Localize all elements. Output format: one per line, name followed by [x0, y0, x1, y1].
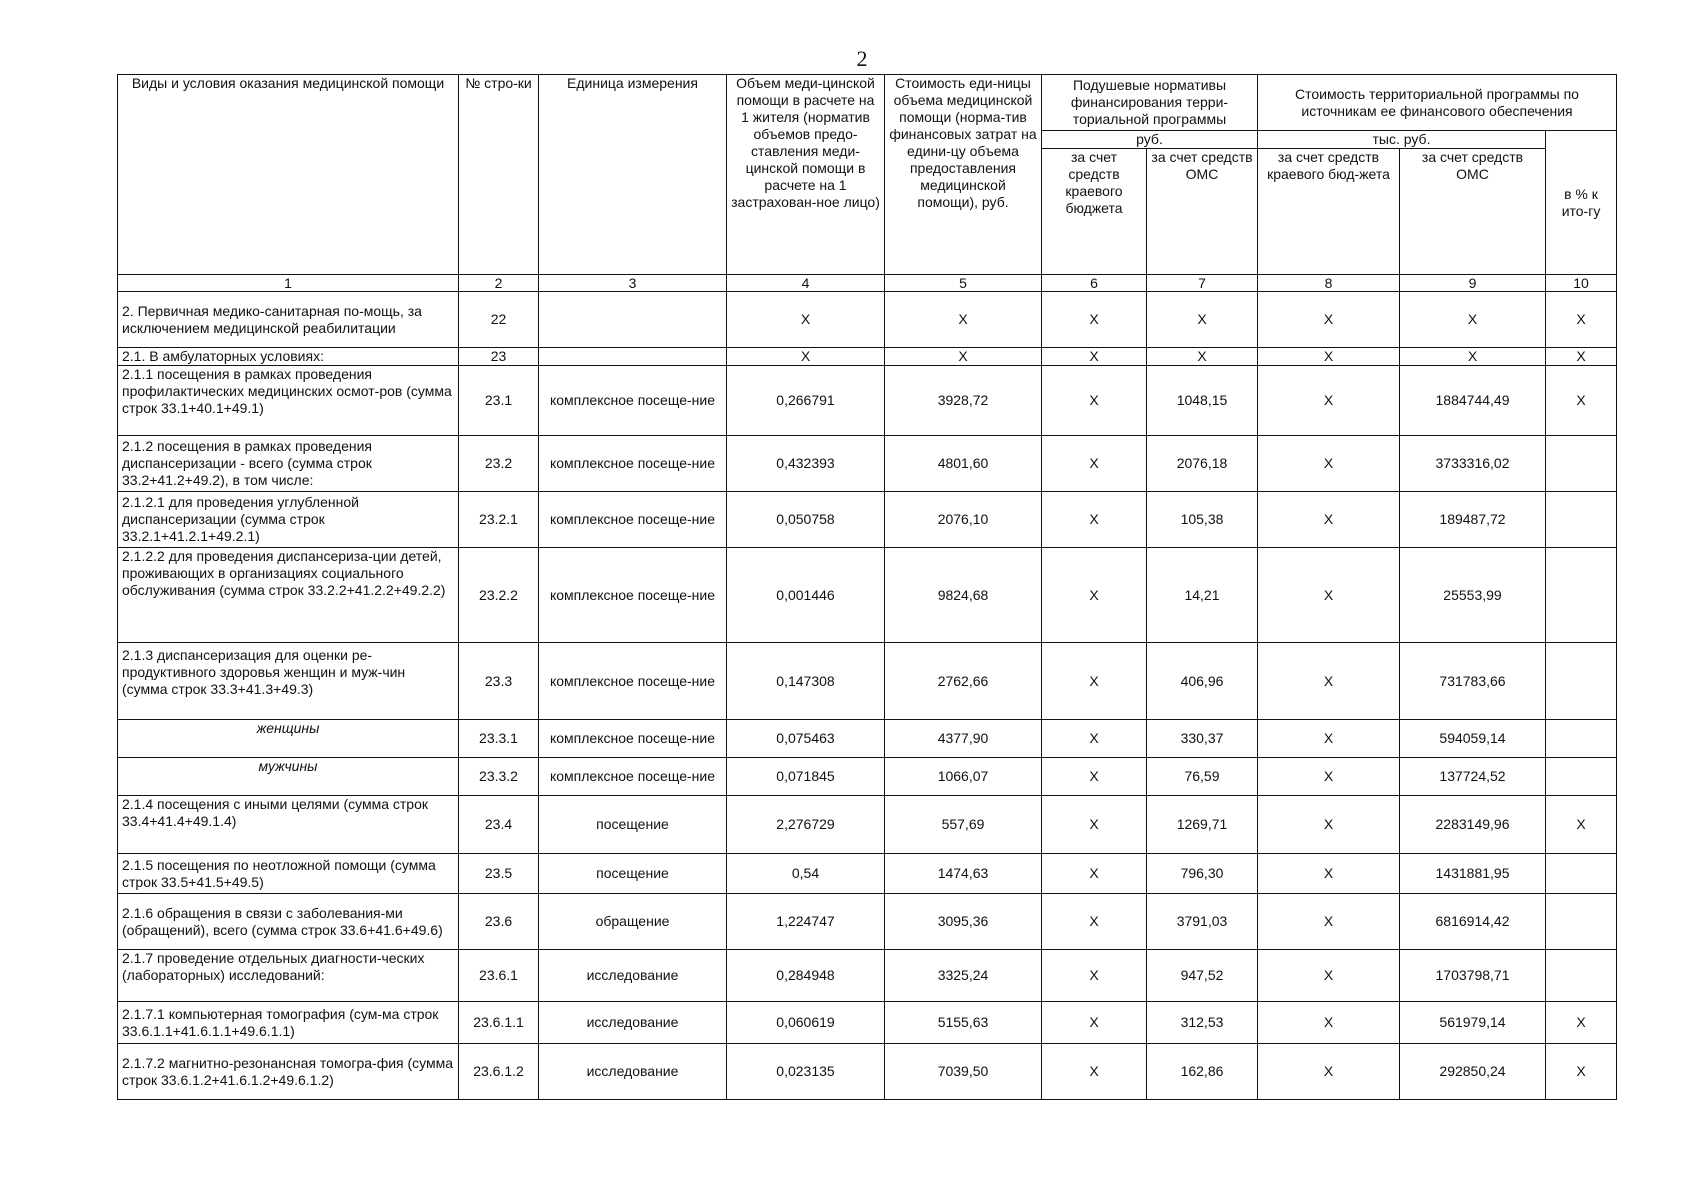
- table-row: [118, 854, 1617, 894]
- row-unit: комплексное посеще-ние: [539, 758, 727, 796]
- row-name: женщины: [118, 720, 459, 758]
- row-volume: X: [727, 292, 885, 348]
- column-number: 3: [539, 275, 727, 292]
- table-row: [118, 720, 1617, 758]
- row-cost: 9824,68: [885, 548, 1042, 643]
- row-oms-thousand: 292850,24: [1400, 1044, 1546, 1100]
- row-line: 23.6.1.2: [459, 1044, 539, 1100]
- row-percent: X: [1546, 366, 1617, 436]
- row-regional-thousand: X: [1258, 366, 1400, 436]
- row-oms-rub: 162,86: [1147, 1044, 1258, 1100]
- column-number: 10: [1546, 275, 1617, 292]
- row-regional-rub: X: [1042, 348, 1147, 366]
- table-row: [118, 643, 1617, 720]
- row-unit: комплексное посеще-ние: [539, 548, 727, 643]
- row-regional-rub: X: [1042, 796, 1147, 854]
- row-oms-thousand: 25553,99: [1400, 548, 1546, 643]
- row-oms-rub: 76,59: [1147, 758, 1258, 796]
- table-row: [118, 758, 1617, 796]
- row-oms-rub: 330,37: [1147, 720, 1258, 758]
- row-name: 2.1.7.1 компьютерная томография (сум-ма строк 33.6.1.1+41.6.1.1+49.6.1.1): [118, 1002, 459, 1044]
- row-volume: 0,071845: [727, 758, 885, 796]
- row-name: 2.1.4 посещения с иными целями (сумма строк 33.4+41.4+49.1.4): [118, 796, 459, 854]
- row-oms-thousand: 561979,14: [1400, 1002, 1546, 1044]
- table-row: [118, 548, 1617, 643]
- row-percent: [1546, 720, 1617, 758]
- row-regional-rub: X: [1042, 758, 1147, 796]
- row-name: 2.1.2.1 для проведения углубленной диспансеризации (сумма строк 33.2.1+41.2.1+49.2.1): [118, 492, 459, 548]
- row-percent: [1546, 436, 1617, 492]
- row-volume: 0,050758: [727, 492, 885, 548]
- row-cost: 1474,63: [885, 854, 1042, 894]
- table-row: [118, 894, 1617, 950]
- table-row: [118, 348, 1617, 366]
- header-percent-total: в % к ито-гу: [1546, 131, 1617, 275]
- row-percent: X: [1546, 292, 1617, 348]
- header-line-number: № стро-ки: [459, 75, 539, 275]
- row-cost: 4801,60: [885, 436, 1042, 492]
- row-unit: комплексное посеще-ние: [539, 643, 727, 720]
- row-oms-rub: 2076,18: [1147, 436, 1258, 492]
- page-number: 2: [856, 46, 868, 71]
- row-name: 2.1.5 посещения по неотложной помощи (сумма строк 33.5+41.5+49.5): [118, 854, 459, 894]
- row-unit: комплексное посеще-ние: [539, 366, 727, 436]
- row-oms-rub: 1269,71: [1147, 796, 1258, 854]
- row-regional-thousand: X: [1258, 854, 1400, 894]
- row-regional-rub: X: [1042, 894, 1147, 950]
- row-name: 2. Первичная медико-санитарная по-мощь, за исключением медицинской реабилитации: [118, 292, 459, 348]
- row-cost: 2762,66: [885, 643, 1042, 720]
- header-per-capita-normatives: Подушевые нормативы финансирования терри-ториальной программы: [1042, 75, 1258, 131]
- row-volume: 0,432393: [727, 436, 885, 492]
- row-cost: 1066,07: [885, 758, 1042, 796]
- header-unit-rub: руб.: [1042, 131, 1258, 149]
- row-name: 2.1.2.2 для проведения диспансериза-ции детей, проживающих в организациях социального обслуживания (сумма строк 33.2.2+41.2.2+49.2.2): [118, 548, 459, 643]
- row-line: 23.2.1: [459, 492, 539, 548]
- row-cost: X: [885, 348, 1042, 366]
- row-oms-thousand: 137724,52: [1400, 758, 1546, 796]
- row-unit: комплексное посеще-ние: [539, 720, 727, 758]
- row-unit: посещение: [539, 854, 727, 894]
- row-unit: обращение: [539, 894, 727, 950]
- row-percent: X: [1546, 348, 1617, 366]
- row-line: 23.6.1.1: [459, 1002, 539, 1044]
- row-volume: 0,284948: [727, 950, 885, 1002]
- row-unit: исследование: [539, 1002, 727, 1044]
- row-name: 2.1.3 диспансеризация для оценки ре-продуктивного здоровья женщин и муж-чин (сумма строк 33.3+41.3+49.3): [118, 643, 459, 720]
- row-volume: 1,224747: [727, 894, 885, 950]
- row-regional-thousand: X: [1258, 492, 1400, 548]
- column-number: 2: [459, 275, 539, 292]
- row-line: 23.2.2: [459, 548, 539, 643]
- row-oms-thousand: 1884744,49: [1400, 366, 1546, 436]
- table-row: [118, 292, 1617, 348]
- row-oms-thousand: 6816914,42: [1400, 894, 1546, 950]
- row-line: 23.6.1: [459, 950, 539, 1002]
- row-volume: 0,147308: [727, 643, 885, 720]
- row-cost: 3928,72: [885, 366, 1042, 436]
- header-oms-rub: за счет средств ОМС: [1147, 149, 1258, 275]
- row-percent: [1546, 854, 1617, 894]
- row-cost: 2076,10: [885, 492, 1042, 548]
- row-oms-rub: 3791,03: [1147, 894, 1258, 950]
- row-name: мужчины: [118, 758, 459, 796]
- row-regional-thousand: X: [1258, 292, 1400, 348]
- row-line: 23.5: [459, 854, 539, 894]
- row-regional-rub: X: [1042, 950, 1147, 1002]
- row-percent: [1546, 758, 1617, 796]
- row-regional-thousand: X: [1258, 950, 1400, 1002]
- row-unit: комплексное посеще-ние: [539, 436, 727, 492]
- row-percent: X: [1546, 1044, 1617, 1100]
- column-number: 4: [727, 275, 885, 292]
- row-oms-thousand: X: [1400, 348, 1546, 366]
- row-volume: 0,075463: [727, 720, 885, 758]
- row-percent: [1546, 894, 1617, 950]
- header-unit-cost: Стоимость еди-ницы объема медицинской помощи (норма-тив финансовых затрат на едини-цу объема предоставления медицинской помощи), руб.: [885, 75, 1042, 275]
- table-row: [118, 436, 1617, 492]
- row-percent: [1546, 492, 1617, 548]
- row-name: 2.1.1 посещения в рамках проведения профилактических медицинских осмот-ров (сумма строк 33.1+40.1+49.1): [118, 366, 459, 436]
- row-oms-thousand: X: [1400, 292, 1546, 348]
- row-oms-thousand: 2283149,96: [1400, 796, 1546, 854]
- row-regional-thousand: X: [1258, 894, 1400, 950]
- column-number: 7: [1147, 275, 1258, 292]
- row-regional-thousand: X: [1258, 348, 1400, 366]
- row-line: 23.1: [459, 366, 539, 436]
- column-number: 6: [1042, 275, 1147, 292]
- column-number: 1: [118, 275, 459, 292]
- row-regional-rub: X: [1042, 1002, 1147, 1044]
- row-volume: 0,023135: [727, 1044, 885, 1100]
- table-row: [118, 366, 1617, 436]
- row-name: 2.1.2 посещения в рамках проведения диспансеризации - всего (сумма строк 33.2+41.2+49.2), в том числе:: [118, 436, 459, 492]
- row-percent: [1546, 643, 1617, 720]
- row-regional-rub: X: [1042, 436, 1147, 492]
- row-oms-thousand: 189487,72: [1400, 492, 1546, 548]
- column-number: 8: [1258, 275, 1400, 292]
- row-regional-thousand: X: [1258, 548, 1400, 643]
- header-volume: Объем меди-цинской помощи в расчете на 1 жителя (норматив объемов предо-ставления меди-цинской помощи в расчете на 1 застрахован-ное лицо): [731, 75, 880, 210]
- row-unit: исследование: [539, 1044, 727, 1100]
- row-unit: комплексное посеще-ние: [539, 492, 727, 548]
- row-line: 23.3.1: [459, 720, 539, 758]
- row-cost: 7039,50: [885, 1044, 1042, 1100]
- header-regional-budget-rub: за счет средств краевого бюджета: [1042, 149, 1147, 275]
- row-volume: 2,276729: [727, 796, 885, 854]
- program-cost-table: [117, 74, 1617, 1100]
- header-unit: Единица измерения: [539, 75, 727, 275]
- row-cost: 5155,63: [885, 1002, 1042, 1044]
- row-unit: [539, 348, 727, 366]
- row-cost: 4377,90: [885, 720, 1042, 758]
- row-regional-rub: X: [1042, 292, 1147, 348]
- row-volume: 0,001446: [727, 548, 885, 643]
- row-volume: 0,060619: [727, 1002, 885, 1044]
- row-regional-thousand: X: [1258, 436, 1400, 492]
- row-percent: [1546, 950, 1617, 1002]
- row-name: 2.1.7.2 магнитно-резонансная томогра-фия (сумма строк 33.6.1.2+41.6.1.2+49.6.1.2): [118, 1044, 459, 1100]
- column-numbers-row: [118, 275, 1617, 292]
- row-oms-rub: 947,52: [1147, 950, 1258, 1002]
- row-percent: [1546, 548, 1617, 643]
- row-oms-rub: 1048,15: [1147, 366, 1258, 436]
- row-regional-rub: X: [1042, 720, 1147, 758]
- row-regional-thousand: X: [1258, 758, 1400, 796]
- row-line: 23.4: [459, 796, 539, 854]
- table-row: [118, 950, 1617, 1002]
- header-row-1: [118, 75, 1617, 131]
- row-regional-thousand: X: [1258, 796, 1400, 854]
- table-row: [118, 1002, 1617, 1044]
- row-oms-rub: 14,21: [1147, 548, 1258, 643]
- row-name: 2.1.7 проведение отдельных диагности-ческих (лабораторных) исследований:: [118, 950, 459, 1002]
- row-volume: 0,54: [727, 854, 885, 894]
- row-oms-rub: 312,53: [1147, 1002, 1258, 1044]
- row-cost: 557,69: [885, 796, 1042, 854]
- row-line: 23.3.2: [459, 758, 539, 796]
- row-regional-rub: X: [1042, 643, 1147, 720]
- row-volume: 0,266791: [727, 366, 885, 436]
- row-regional-thousand: X: [1258, 643, 1400, 720]
- header-program-cost: Стоимость территориальной программы по источникам ее финансового обеспечения: [1258, 75, 1617, 131]
- row-oms-thousand: 3733316,02: [1400, 436, 1546, 492]
- row-line: 23.2: [459, 436, 539, 492]
- row-oms-thousand: 1703798,71: [1400, 950, 1546, 1002]
- row-unit: [539, 292, 727, 348]
- row-name: 2.1. В амбулаторных условиях:: [118, 348, 459, 366]
- row-volume: X: [727, 348, 885, 366]
- row-oms-rub: 406,96: [1147, 643, 1258, 720]
- row-line: 23.3: [459, 643, 539, 720]
- header-regional-budget-thousand: за счет средств краевого бюд-жета: [1258, 149, 1400, 275]
- row-line: 23.6: [459, 894, 539, 950]
- row-regional-thousand: X: [1258, 1002, 1400, 1044]
- row-unit: исследование: [539, 950, 727, 1002]
- header-kinds-conditions: Виды и условия оказания медицинской помощи: [118, 75, 459, 275]
- row-regional-thousand: X: [1258, 1044, 1400, 1100]
- row-oms-rub: X: [1147, 292, 1258, 348]
- row-line: 23: [459, 348, 539, 366]
- row-oms-rub: X: [1147, 348, 1258, 366]
- row-oms-rub: 796,30: [1147, 854, 1258, 894]
- row-oms-thousand: 731783,66: [1400, 643, 1546, 720]
- row-oms-rub: 105,38: [1147, 492, 1258, 548]
- row-percent: X: [1546, 1002, 1617, 1044]
- header-unit-thousand-rub: тыс. руб.: [1258, 131, 1546, 149]
- row-regional-rub: X: [1042, 1044, 1147, 1100]
- row-cost: X: [885, 292, 1042, 348]
- row-percent: X: [1546, 796, 1617, 854]
- row-name: 2.1.6 обращения в связи с заболевания-ми (обращений), всего (сумма строк 33.6+41.6+49.6): [118, 894, 459, 950]
- row-regional-rub: X: [1042, 548, 1147, 643]
- row-regional-rub: X: [1042, 492, 1147, 548]
- column-number: 5: [885, 275, 1042, 292]
- row-regional-rub: X: [1042, 366, 1147, 436]
- table-row: [118, 1044, 1617, 1100]
- row-oms-thousand: 594059,14: [1400, 720, 1546, 758]
- row-cost: 3325,24: [885, 950, 1042, 1002]
- table-row: [118, 796, 1617, 854]
- row-line: 22: [459, 292, 539, 348]
- row-unit: посещение: [539, 796, 727, 854]
- row-oms-thousand: 1431881,95: [1400, 854, 1546, 894]
- column-number: 9: [1400, 275, 1546, 292]
- header-oms-thousand: за счет средств ОМС: [1400, 149, 1546, 275]
- table-row: [118, 492, 1617, 548]
- row-cost: 3095,36: [885, 894, 1042, 950]
- row-regional-thousand: X: [1258, 720, 1400, 758]
- row-regional-rub: X: [1042, 854, 1147, 894]
- header-volume-cell: [727, 75, 885, 275]
